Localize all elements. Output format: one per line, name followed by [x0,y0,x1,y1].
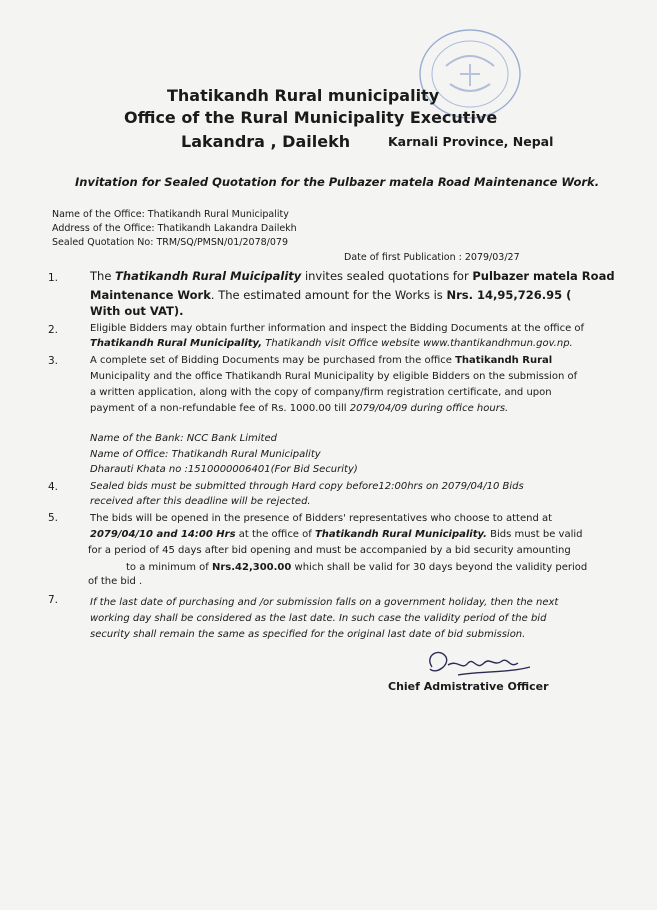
item-5-line-2: 2079/04/10 and 14:00 Hrs at the office of Thatikandh Rural Municipality. Bids must be valid [90,529,583,540]
item-4-line-2: received after this deadline will be rejected. [90,496,311,507]
item-1-line-3: With out VAT). [90,304,184,318]
item-1-line-1: The Thatikandh Rural Muicipality invites sealed quotations for Pulbazer matela Road [90,269,615,283]
item-3-line-3: a written application, along with the copy of company/firm registration certificate, and upon [90,387,552,398]
item-5-line-1: The bids will be opened in the presence of Bidders' representatives who choose to attend at [90,513,553,524]
item-number: 7. [48,594,59,606]
item-1-line-2: Maintenance Work. The estimated amount for the Works is Nrs. 14,95,726.95 ( [90,288,572,302]
item-4-line-1: Sealed bids must be submitted through Hard copy before12:00hrs on 2079/04/10 Bids [90,481,524,492]
notice-subtitle: Invitation for Sealed Quotation for the Pulbazer matela Road Maintenance Work. [75,175,600,189]
province: Karnali Province, Nepal [388,134,554,149]
item-number: 2. [48,324,59,336]
bank-account: Dharauti Khata no :1510000006401(For Bid Security) [90,464,358,475]
municipality-name: Thatikandh Rural municipality [167,86,440,105]
item-5-line-5: of the bid . [88,576,143,587]
publication-date: Date of first Publication : 2079/03/27 [344,252,520,263]
item-number: 1. [48,272,59,284]
item-7-line-1: If the last date of purchasing and /or submission falls on a government holiday, then the next [90,597,559,608]
item-2-line-1: Eligible Bidders may obtain further information and inspect the Bidding Documents at the office of [90,323,585,334]
office-name: Name of the Office: Thatikandh Rural Municipality [52,209,289,220]
item-number: 3. [48,355,59,367]
item-2-line-2: Thatikandh Rural Municipality, Thatikandh visit Office website www.thantikandhmun.gov.np. [90,338,573,349]
item-number: 5. [48,512,59,524]
item-5-line-4: to a minimum of Nrs.42,300.00 which shall be valid for 30 days beyond the validity period [126,562,588,573]
office-address: Address of the Office: Thatikandh Lakandra Dailekh [52,223,297,234]
office-title: Office of the Rural Municipality Executive [124,108,498,127]
signature [418,645,542,685]
location: Lakandra , Dailekh [181,132,351,151]
signatory-title: Chief Admistrative Officer [388,680,549,693]
item-7-line-3: security shall remain the same as specified for the original last date of bid submission. [90,629,526,640]
item-3-line-4: payment of a non-refundable fee of Rs. 1000.00 till 2079/04/09 during office hours. [90,403,509,414]
item-3-line-2: Municipality and the office Thatikandh Rural Municipality by eligible Bidders on the submission of [90,371,578,382]
item-5-line-3: for a period of 45 days after bid opening and must be accompanied by a bid security amounting [88,545,571,556]
quotation-number: Sealed Quotation No: TRM/SQ/PMSN/01/2078/079 [52,237,289,248]
bank-office: Name of Office: Thatikandh Rural Municipality [90,449,321,460]
bank-name: Name of the Bank: NCC Bank Limited [90,433,277,444]
item-3-line-1: A complete set of Bidding Documents may be purchased from the office Thatikandh Rural [90,355,553,366]
item-number: 4. [48,481,59,493]
item-7-line-2: working day shall be considered as the last date. In such case the validity period of the bid [90,613,547,624]
